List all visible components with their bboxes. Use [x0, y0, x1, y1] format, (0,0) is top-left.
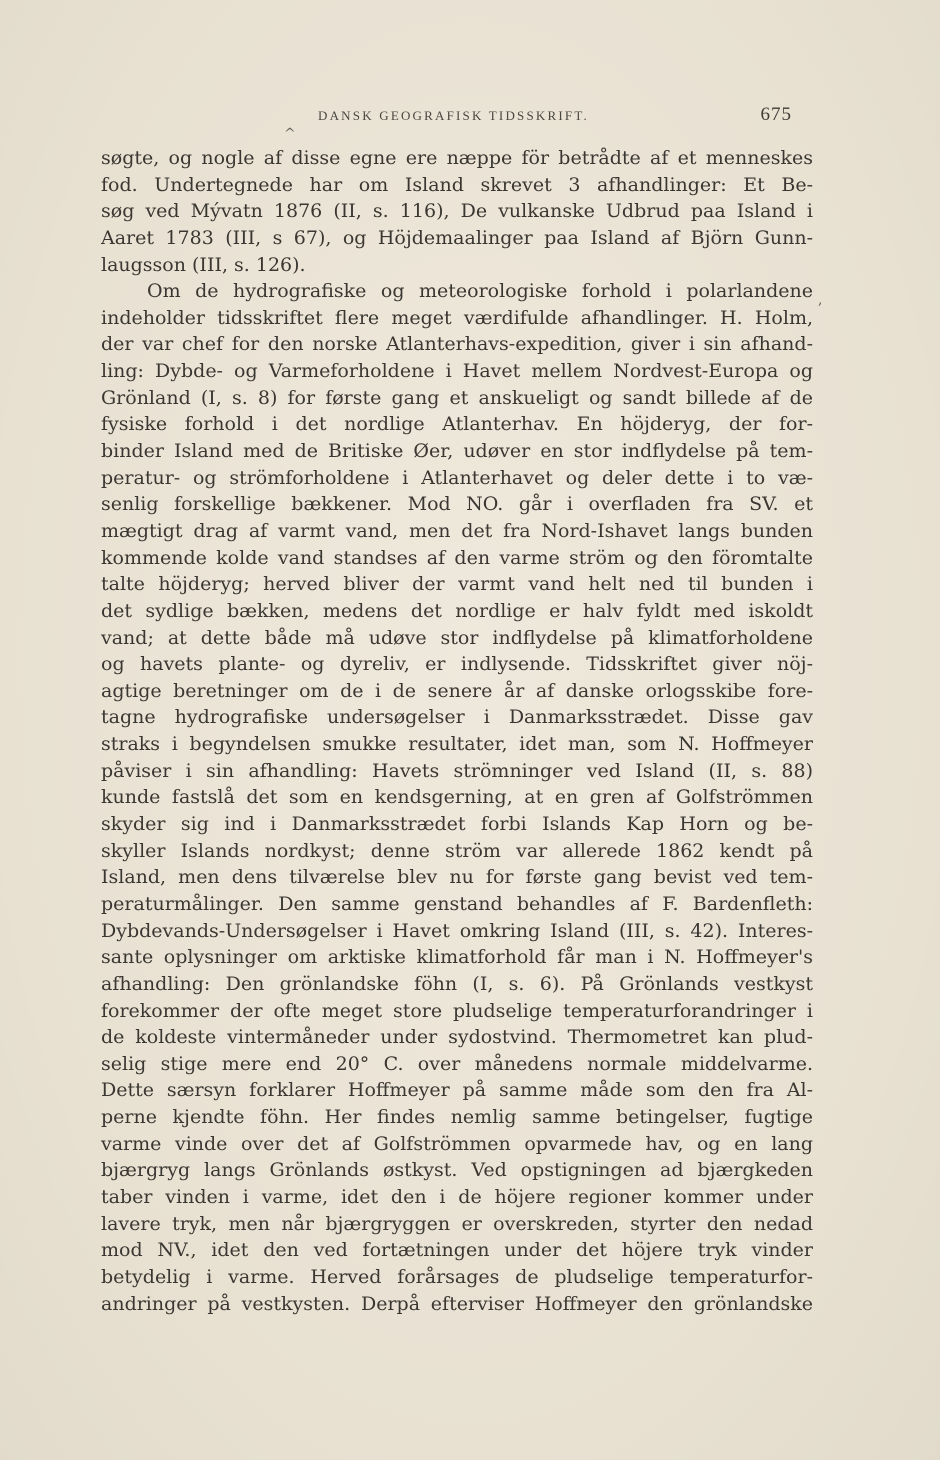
text-line: peraturmålinger. Den samme genstand behandles af F. Bardenfleth: — [101, 892, 813, 915]
text-line: fod. Undertegnede har om Island skrevet 3 afhandlinger: Et Be- — [101, 173, 813, 196]
text-line: mod NV., idet den ved fortætningen under det höjere tryk vinder — [101, 1239, 813, 1262]
text-line: sante oplysninger om arktiske klimatforhold får man i N. Hoffmeyer's — [101, 946, 813, 969]
body-text — [101, 145, 813, 1317]
text-line: og havets plante- og dyreliv, er indlysende. Tidsskriftet giver nöj- — [101, 653, 813, 676]
text-line: Island, men dens tilværelse blev nu for første gang bevist ved tem- — [101, 866, 813, 889]
text-line: senlig forskellige bækkener. Mod NO. går i overfladen fra SV. et — [101, 493, 813, 516]
text-line: afhandling: Den grönlandske föhn (I, s. 6). På Grönlands vestkyst — [101, 972, 813, 995]
text-line: Grönland (I, s. 8) for første gang et anskueligt og sandt billede af de — [101, 386, 813, 409]
text-line: Aaret 1783 (III, s 67), og Höjdemaalinger paa Island af Björn Gunn- — [101, 226, 813, 249]
text-line: Dybdevands-Undersøgelser i Havet omkring Island (III, s. 42). Interes- — [101, 919, 813, 942]
text-line: Dette særsyn forklarer Hoffmeyer på samme måde som den fra Al- — [101, 1079, 813, 1102]
text-line: de koldeste vintermåneder under sydostvind. Thermometret kan plud- — [101, 1026, 813, 1049]
text-line: tagne hydrografiske undersøgelser i Danmarksstrædet. Disse gav — [101, 706, 813, 729]
text-line: taber vinden i varme, idet den i de höjere regioner kommer under — [101, 1185, 813, 1208]
text-line: fysiske forhold i det nordlige Atlanterhav. En höjderyg, der for- — [101, 413, 813, 436]
text-line: indeholder tidsskriftet flere meget værdifulde afhandlinger. H. Holm, — [101, 306, 813, 329]
text-line: Om de hydrografiske og meteorologiske forhold i polarlandene — [147, 280, 813, 303]
text-line: skyder sig ind i Danmarksstrædet forbi Islands Kap Horn og be- — [101, 813, 813, 836]
page-header — [100, 104, 812, 128]
text-line: ling: Dybde- og Varmeforholdene i Havet mellem Nordvest-Europa og — [101, 360, 813, 383]
text-line: selig stige mere end 20° C. over månedens normale middelvarme. — [101, 1052, 813, 1075]
text-line: påviser i sin afhandling: Havets strömninger ved Island (II, s. 88) — [101, 759, 813, 782]
text-line: der var chef for den norske Atlanterhavs-expedition, giver i sin afhand- — [101, 333, 813, 356]
insert-caret-mark: ^ — [284, 126, 296, 142]
text-line: binder Island med de Britiske Øer, udøver en stor indflydelse på tem- — [101, 440, 813, 463]
text-line: agtige beretninger om de i de senere år af danske orlogsskibe fore- — [101, 679, 813, 702]
text-line: bjærgryg langs Grönlands østkyst. Ved opstigningen ad bjærgkeden — [101, 1159, 813, 1182]
text-line: betydelig i varme. Herved forårsages de pludselige temperaturfor- — [101, 1265, 813, 1288]
margin-mark: , — [818, 292, 823, 308]
text-line: kommende kolde vand standses af den varme ström og den föromtalte — [101, 546, 813, 569]
text-line: søg ved Mývatn 1876 (II, s. 116), De vulkanske Udbrud paa Island i — [101, 200, 813, 223]
text-line: mægtigt drag af varmt vand, men det fra Nord-Ishavet langs bunden — [101, 519, 813, 542]
text-line: lavere tryk, men når bjærgryggen er overskreden, styrter den nedad — [101, 1212, 813, 1235]
text-line: vand; at dette både må udøve stor indflydelse på klimatforholdene — [101, 626, 813, 649]
text-line: peratur- og strömforholdene i Atlanterhavet og deler dette i to væ- — [101, 466, 813, 489]
text-line: talte höjderyg; herved bliver der varmt vand helt ned til bunden i — [101, 573, 813, 596]
text-line: kunde fastslå det som en kendsgerning, at en gren af Golfströmmen — [101, 786, 813, 809]
text-line: varme vinde over det af Golfströmmen opvarmede hav, og en lang — [101, 1132, 813, 1155]
running-title: DANSK GEOGRAFISK TIDSSKRIFT. — [318, 108, 589, 123]
text-line: straks i begyndelsen smukke resultater, idet man, som N. Hoffmeyer — [101, 733, 813, 756]
text-line: forekommer der ofte meget store pludselige temperaturforandringer i — [101, 999, 813, 1022]
text-line: laugsson (III, s. 126). — [101, 253, 306, 276]
text-line: perne kjendte föhn. Her findes nemlig samme betingelser, fugtige — [101, 1106, 813, 1129]
text-line: andringer på vestkysten. Derpå efterviser Hoffmeyer den grönlandske — [101, 1292, 813, 1315]
page-number: 675 — [760, 104, 792, 125]
text-line: skyller Islands nordkyst; denne ström var allerede 1862 kendt på — [101, 839, 813, 862]
text-line: det sydlige bækken, medens det nordlige er halv fyldt med iskoldt — [101, 599, 813, 622]
text-line: søgte, og nogle af disse egne ere næppe för betrådte af et menneskes — [101, 147, 813, 169]
